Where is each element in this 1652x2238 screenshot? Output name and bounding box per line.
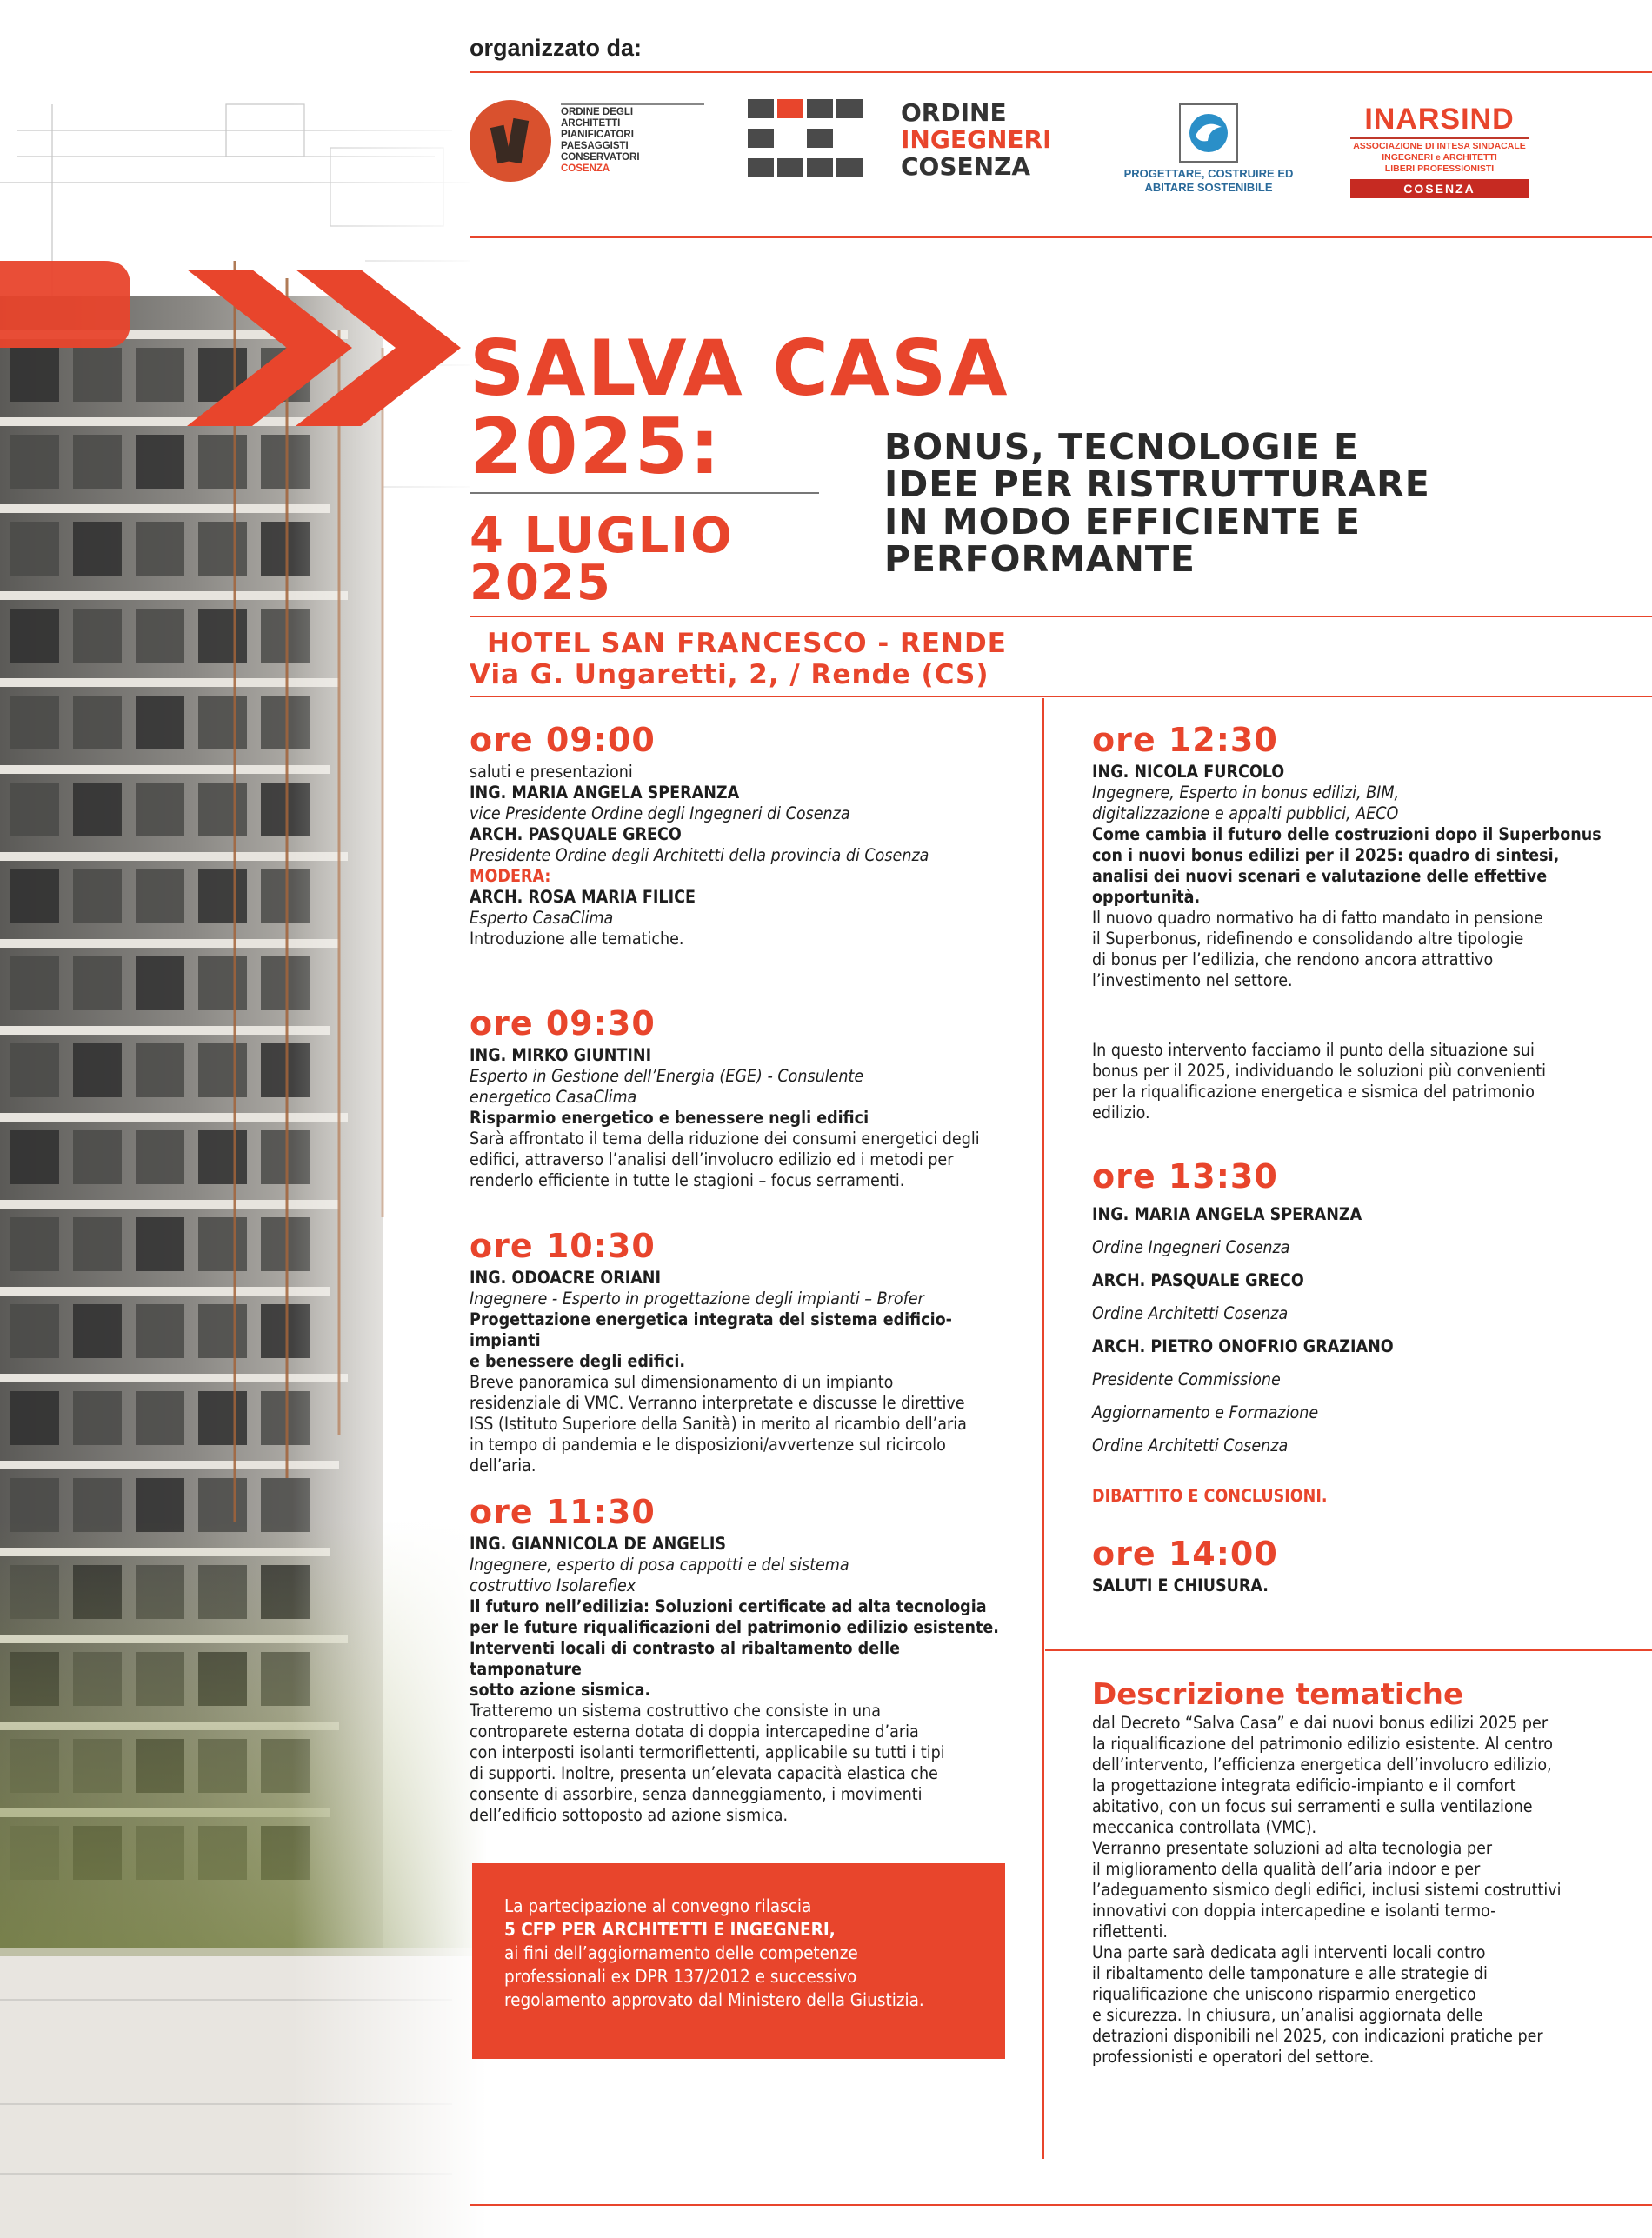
speaker-or-topic: Risparmio energetico e benessere negli edifici xyxy=(470,1108,869,1128)
program-slot-1130 xyxy=(470,1495,1009,1826)
program-text: bonus per il 2025, individuando le soluzioni più convenienti xyxy=(1092,1061,1547,1081)
description-text: professionisti e operatori del settore. xyxy=(1092,2047,1375,2067)
header-divider xyxy=(470,71,1652,73)
ingegneri-logo-line: INGEGNERI xyxy=(901,125,1052,154)
description-text: e sicurezza. In chiusura, un’analisi aggiornata delle xyxy=(1092,2005,1483,2025)
description-text: dal Decreto “Salva Casa” e dai nuovi bonus edilizi 2025 per xyxy=(1092,1713,1549,1733)
speaker-or-topic: opportunità. xyxy=(1092,887,1201,907)
speaker-role: Ingegnere - Esperto in progettazione degli impianti – Brofer xyxy=(470,1289,924,1309)
speaker-role: costruttivo Isolareflex xyxy=(470,1575,636,1595)
speaker-or-topic: con i nuovi bonus edilizi per il 2025: quadro di sintesi, xyxy=(1092,845,1560,865)
event-date-day: 4 LUGLIO xyxy=(470,508,734,564)
architetti-logo-line: ARCHITETTI xyxy=(561,118,621,129)
speaker-role: Presidente Commissione xyxy=(1092,1369,1281,1389)
program-text: l’investimento nel settore. xyxy=(1092,970,1293,990)
subtitle-line: BONUS, TECNOLOGIE E xyxy=(884,426,1360,468)
program-text: ISS (Istituto Superiore della Sanità) in merito al ricambio dell’aria xyxy=(470,1414,967,1434)
cfp-text: La partecipazione al convegno rilascia xyxy=(504,1895,812,1916)
speaker-or-topic: Interventi locali di contrasto al ribaltamento delle tamponature xyxy=(470,1638,901,1679)
inarsind-logo-city: COSENZA xyxy=(1350,179,1529,198)
event-title: SALVA CASA xyxy=(470,323,1009,413)
program-text: di supporti. Inoltre, presenta un’elevata capacità elastica che xyxy=(470,1763,938,1783)
speaker-role: Ingegnere, Esperto in bonus edilizi, BIM, xyxy=(1092,783,1400,803)
highlight-label: DIBATTITO E CONCLUSIONI. xyxy=(1092,1486,1328,1506)
inarsind-logo-title: INARSIND xyxy=(1364,103,1515,136)
program-text: Sarà affrontato il tema della riduzione dei consumi energetici degli xyxy=(470,1129,980,1149)
inarsind-logo-line: ASSOCIAZIONE DI INTESA SINDACALE xyxy=(1353,141,1526,151)
description-text: dell’intervento, l’efficienza energetica dell’involucro edilizio, xyxy=(1092,1755,1552,1775)
speaker-or-topic: ING. MARIA ANGELA SPERANZA xyxy=(470,783,740,803)
speaker-role: Ordine Architetti Cosenza xyxy=(1092,1303,1289,1323)
ingegneri-logo-line: ORDINE xyxy=(901,98,1007,127)
slot-time: ore 12:30 xyxy=(1092,721,1278,759)
speaker-role: Ingegnere, esperto di posa cappotti e del sistema xyxy=(470,1555,849,1575)
program-text: in tempo di pandemia e le disposizioni/avvertenze sul ricircolo xyxy=(470,1435,946,1455)
speaker-or-topic: ARCH. PASQUALE GRECO xyxy=(470,824,682,844)
subtitle-line: PERFORMANTE xyxy=(884,538,1196,581)
venue-address: Via G. Ungaretti, 2, / Rende (CS) xyxy=(470,659,989,690)
slot-time: ore 11:30 xyxy=(470,1493,656,1531)
architetti-logo-line: COSENZA xyxy=(561,163,610,174)
subtitle-line: IN MODO EFFICIENTE E xyxy=(884,501,1361,543)
ingegneri-blocks-icon xyxy=(746,97,887,184)
speaker-or-topic: ARCH. PASQUALE GRECO xyxy=(1092,1270,1304,1290)
footer-divider xyxy=(470,2204,1652,2206)
event-date xyxy=(470,508,734,611)
speaker-or-topic: SALUTI E CHIUSURA. xyxy=(1092,1575,1269,1595)
description-text: innovativi con doppia intercapedine e isolanti termo- xyxy=(1092,1901,1496,1921)
ingegneri-logo-line: COSENZA xyxy=(901,152,1031,181)
slot-time: ore 14:00 xyxy=(1092,1535,1278,1573)
event-title-year: 2025: xyxy=(470,402,723,491)
cfp-text: 5 CFP PER ARCHITETTI E INGEGNERI, xyxy=(504,1919,836,1940)
architetti-logo-line: PAESAGGISTI xyxy=(561,141,629,151)
description-title: Descrizione tematiche xyxy=(1092,1677,1464,1712)
building-illustration xyxy=(0,0,487,2238)
logo-inarsind xyxy=(1350,103,1529,200)
speaker-role: Ordine Ingegneri Cosenza xyxy=(1092,1237,1290,1257)
highlight-label: MODERA: xyxy=(470,866,551,886)
program-text: dell’aria. xyxy=(470,1455,536,1475)
casaclima-logo-line: PROGETTARE, COSTRUIRE ED xyxy=(1123,167,1294,180)
speaker-or-topic: ING. MIRKO GIUNTINI xyxy=(470,1045,652,1065)
architetti-logo-line: PIANIFICATORI xyxy=(561,130,634,140)
program-slot-1230 xyxy=(1092,723,1614,1123)
speaker-or-topic: analisi dei nuovi scenari e valutazione delle effettive xyxy=(1092,866,1548,886)
speaker-role: Presidente Ordine degli Architetti della provincia di Cosenza xyxy=(470,845,929,865)
program-text: dell’edificio sottoposto ad azione sismica. xyxy=(470,1805,789,1825)
program-slot-1030 xyxy=(470,1229,1009,1476)
program-slot-1400 xyxy=(1092,1537,1614,1596)
speaker-or-topic: sotto azione sismica. xyxy=(470,1680,651,1700)
speaker-role: Aggiornamento e Formazione xyxy=(1092,1402,1319,1422)
program-text: per la riqualificazione energetica e sismica del patrimonio xyxy=(1092,1082,1535,1102)
speaker-role: Esperto in Gestione dell’Energia (EGE) - Consulente xyxy=(470,1066,864,1086)
program-slot-0900 xyxy=(470,723,1009,949)
inarsind-logo-line: LIBERI PROFESSIONISTI xyxy=(1384,163,1495,174)
program-text: Il nuovo quadro normativo ha di fatto mandato in pensione xyxy=(1092,908,1543,928)
speaker-role: Ordine Architetti Cosenza xyxy=(1092,1435,1289,1455)
speaker-or-topic: ARCH. PIETRO ONOFRIO GRAZIANO xyxy=(1092,1336,1394,1356)
program-text: il Superbonus, ridefinendo e consolidando altre tipologie xyxy=(1092,929,1524,949)
header-bottom-divider xyxy=(470,236,1652,238)
event-subtitle xyxy=(884,426,1430,581)
speaker-or-topic: Il futuro nell’edilizia: Soluzioni certificate ad alta tecnologia xyxy=(470,1596,987,1616)
logo-ordine-architetti xyxy=(470,100,704,187)
casaclima-swirl-icon xyxy=(1178,103,1239,163)
program-text: In questo intervento facciamo il punto della situazione sui xyxy=(1092,1040,1535,1060)
subtitle-line: IDEE PER RISTRUTTURARE xyxy=(884,463,1430,506)
description-section xyxy=(1092,1677,1631,2068)
architetti-logo-line: ORDINE DEGLI xyxy=(561,107,634,117)
program-text: renderlo efficiente in tutte le stagioni – focus serramenti. xyxy=(470,1170,905,1190)
program-slot-0930 xyxy=(470,1004,1009,1191)
cfp-credits-box xyxy=(472,1863,1005,2059)
program-text: con interposti isolanti termoriflettenti, applicabile su tutti i tipi xyxy=(470,1742,945,1762)
speaker-or-topic: Come cambia il futuro delle costruzioni dopo il Superbonus xyxy=(1092,824,1602,844)
cfp-text: professionali ex DPR 137/2012 e successivo xyxy=(504,1966,857,1987)
event-date-year: 2025 xyxy=(470,555,612,611)
speaker-role: vice Presidente Ordine degli Ingegneri di Cosenza xyxy=(470,803,850,823)
program-text: di bonus per l’edilizia, che rendono ancora attrattivo xyxy=(1092,949,1494,969)
slot-time: ore 09:30 xyxy=(470,1004,656,1042)
description-text: riqualificazione che uniscono risparmio energetico xyxy=(1092,1984,1476,2004)
description-text: il ribaltamento delle tamponature e alle strategie di xyxy=(1092,1963,1488,1983)
cfp-text: ai fini dell’aggiornamento delle competenze xyxy=(504,1942,858,1963)
program-text: Breve panoramica sul dimensionamento di un impianto xyxy=(470,1372,894,1392)
slot-time: ore 09:00 xyxy=(470,721,656,759)
description-text: meccanica controllata (VMC). xyxy=(1092,1817,1317,1837)
speaker-or-topic: ING. ODOACRE ORIANI xyxy=(470,1268,662,1288)
slot-time: ore 10:30 xyxy=(470,1227,656,1265)
casaclima-logo-line: ABITARE SOSTENIBILE xyxy=(1144,181,1273,194)
description-text: Verranno presentate soluzioni ad alta tecnologia per xyxy=(1092,1838,1493,1858)
architetti-emblem-icon xyxy=(470,100,551,182)
program-text: edifici, attraverso l’analisi dell’involucro edilizio ed i metodi per xyxy=(470,1149,954,1169)
description-text: la progettazione integrata edificio-impianto e il comfort xyxy=(1092,1775,1516,1795)
column-divider xyxy=(1042,698,1044,2159)
organized-by-label: organizzato da: xyxy=(470,35,643,61)
speaker-role: digitalizzazione e appalti pubblici, AECO xyxy=(1092,803,1399,823)
program-text: consente di assorbire, senza danneggiamento, i movimenti xyxy=(470,1784,923,1804)
venue-name: HOTEL SAN FRANCESCO - RENDE xyxy=(487,628,1007,659)
description-text: detrazioni disponibili nel 2025, con indicazioni pratiche per xyxy=(1092,2026,1543,2046)
program-text: controparete esterna dotata di doppia intercapedine d’aria xyxy=(470,1722,919,1742)
speaker-role: Esperto CasaClima xyxy=(470,908,614,928)
speaker-or-topic: e benessere degli edifici. xyxy=(470,1351,685,1371)
description-text: l’adeguamento sismico degli edifici, inclusi sistemi costruttivi xyxy=(1092,1880,1562,1900)
slot-time: ore 13:30 xyxy=(1092,1157,1278,1196)
description-text: riflettenti. xyxy=(1092,1922,1168,1942)
program-text: saluti e presentazioni xyxy=(470,762,633,782)
program-text: Introduzione alle tematiche. xyxy=(470,929,684,949)
program-text: edilizio. xyxy=(1092,1102,1150,1122)
speaker-or-topic: ING. MARIA ANGELA SPERANZA xyxy=(1092,1204,1362,1224)
program-text: residenziale di VMC. Verranno interpretate e discusse le direttive xyxy=(470,1393,965,1413)
speaker-or-topic: Progettazione energetica integrata del sistema edificio-impianti xyxy=(470,1309,952,1350)
description-text: il miglioramento della qualità dell’aria indoor e per xyxy=(1092,1859,1481,1879)
description-text: la riqualificazione del patrimonio edilizio esistente. Al centro xyxy=(1092,1734,1554,1754)
program-text xyxy=(1092,1005,1614,1026)
program-slot-1330 xyxy=(1092,1157,1614,1513)
description-text: Una parte sarà dedicata agli interventi locali contro xyxy=(1092,1942,1486,1962)
program-text: Tratteremo un sistema costruttivo che consiste in una xyxy=(470,1701,881,1721)
speaker-or-topic: per le future riqualificazioni del patrimonio edilizio esistente. xyxy=(470,1617,999,1637)
inarsind-logo-line: INGEGNERI e ARCHITETTI xyxy=(1382,152,1497,163)
speaker-or-topic: ARCH. ROSA MARIA FILICE xyxy=(470,887,696,907)
architetti-logo-line: CONSERVATORI xyxy=(561,152,640,163)
logo-ordine-ingegneri xyxy=(746,97,1068,184)
cfp-text: regolamento approvato dal Ministero della Giustizia. xyxy=(504,1989,924,2010)
speaker-role: energetico CasaClima xyxy=(470,1087,637,1107)
speaker-or-topic: ING. NICOLA FURCOLO xyxy=(1092,762,1285,782)
speaker-or-topic: ING. GIANNICOLA DE ANGELIS xyxy=(470,1534,727,1554)
description-text: abitativo, con un focus sui serramenti e sulla ventilazione xyxy=(1092,1796,1533,1816)
logo-casaclima xyxy=(1104,103,1313,198)
